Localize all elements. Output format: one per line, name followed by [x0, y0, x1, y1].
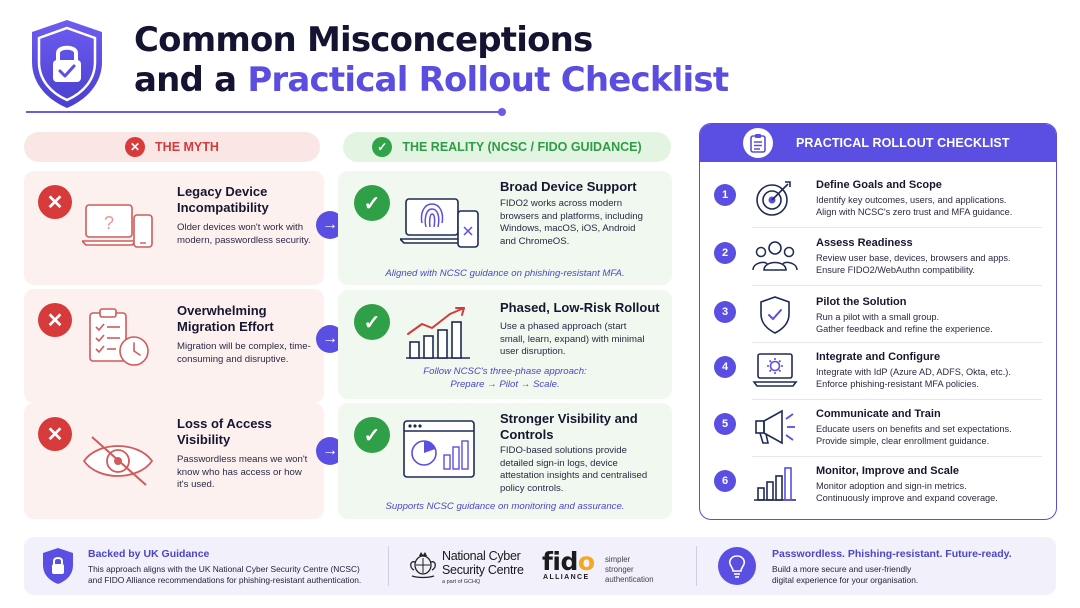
backed-text — [88, 564, 388, 586]
ncsc-crest-icon — [406, 548, 440, 580]
step-divider — [752, 342, 1042, 343]
reality-note-line-1: Follow NCSC's three-phase approach: — [423, 366, 587, 377]
tagline-line-1: Build a more secure and user-friendly — [772, 564, 912, 574]
checklist-header — [700, 124, 1056, 162]
laptop-gear-icon — [752, 350, 798, 390]
step-number: 3 — [714, 301, 736, 323]
shield-lock-logo-icon — [28, 18, 106, 110]
step-divider — [752, 285, 1042, 286]
fido-tagline-line-2: stronger — [605, 565, 634, 574]
fido-alliance-text: ALLIANCE — [543, 574, 590, 581]
x-icon: ✕ — [38, 417, 72, 451]
users-icon — [752, 236, 798, 276]
fido-logo-text: fid — [542, 547, 578, 576]
backed-line-2: and FIDO Alliance recommendations for phishing-resistant authentication. — [88, 575, 362, 585]
step-line-1: Identify key outcomes, users, and applications. — [816, 195, 1007, 205]
step-line-1: Integrate with IdP (Azure AD, ADFS, Okta, etc.). — [816, 367, 1011, 377]
step-text — [816, 311, 1048, 335]
title-line-2 — [134, 60, 728, 100]
myth-card-legacy-devices — [24, 171, 324, 285]
checklist-step — [700, 405, 1056, 461]
step-text — [816, 252, 1048, 276]
step-number: 5 — [714, 413, 736, 435]
megaphone-icon — [752, 407, 798, 447]
check-icon: ✓ — [354, 417, 390, 453]
shield-lock-icon — [42, 547, 74, 585]
step-divider — [752, 456, 1042, 457]
clipboard-icon — [743, 128, 773, 158]
step-line-2: Enforce phishing-resistant MFA policies. — [816, 379, 979, 389]
devices-question-icon — [82, 199, 156, 255]
checklist-clock-icon — [86, 307, 152, 369]
fido-tagline-line-1: simpler — [605, 555, 631, 564]
myth-title: Loss of Access Visibility — [177, 416, 272, 447]
reality-card-device-support — [338, 171, 672, 285]
footer-divider — [696, 546, 697, 586]
step-number: 1 — [714, 184, 736, 206]
step-title: Monitor, Improve and Scale — [816, 465, 960, 477]
check-icon: ✓ — [372, 137, 392, 157]
ncsc-gchq-note: a part of GCHQ — [442, 579, 481, 585]
title-underline-dot — [498, 108, 506, 116]
step-text — [816, 423, 1048, 447]
checklist-step — [700, 293, 1056, 349]
step-line-2: Continuously improve and expand coverage. — [816, 493, 998, 503]
step-line-2: Align with NCSC's zero trust and MFA guidance. — [816, 207, 1013, 217]
arrow-right-icon: → — [316, 437, 344, 465]
step-line-1: Run a pilot with a small group. — [816, 312, 940, 322]
myth-title: Legacy Device Incompatibility — [177, 184, 269, 215]
page-title — [134, 20, 728, 100]
step-text — [816, 366, 1048, 390]
step-text — [816, 194, 1048, 218]
title-accent: Practical Rollout Checklist — [247, 60, 729, 100]
myth-card-access-visibility — [24, 403, 324, 519]
reality-text: FIDO-based solutions provide detailed sign-in logs, device attestation insights and centralised policy controls. — [500, 445, 648, 494]
target-icon — [752, 178, 798, 218]
title-underline — [26, 111, 504, 113]
step-number: 6 — [714, 470, 736, 492]
reality-card-visibility-controls — [338, 403, 672, 519]
step-title: Define Goals and Scope — [816, 179, 942, 191]
title-line-1: Common Misconceptions — [134, 20, 593, 60]
reality-text: FIDO2 works across modern browsers and platforms, including Windows, macOS, iOS, Android and ChromeOS. — [500, 198, 643, 247]
footer-banner — [24, 537, 1056, 595]
myth-title: Overwhelming Migration Effort — [177, 303, 274, 334]
reality-title: Phased, Low-Risk Rollout — [500, 300, 660, 315]
step-line-1: Monitor adoption and sign-in metrics. — [816, 481, 967, 491]
reality-card-phased-rollout — [338, 290, 672, 399]
checklist-step — [700, 176, 1056, 232]
backed-line-1: This approach aligns with the UK National Cyber Security Centre (NCSC) — [88, 564, 360, 574]
step-number: 2 — [714, 242, 736, 264]
myth-text: Migration will be complex, time-consuming and disruptive. — [177, 341, 311, 365]
ncsc-line-1: National Cyber — [442, 549, 521, 563]
step-line-2: Ensure FIDO2/WebAuthn compatibility. — [816, 265, 975, 275]
x-icon: ✕ — [38, 303, 72, 337]
checklist-title: PRACTICAL ROLLOUT CHECKLIST — [796, 136, 1010, 150]
step-title: Pilot the Solution — [816, 296, 907, 308]
lightbulb-icon — [718, 547, 756, 585]
tagline-line-2: digital experience for your organisation. — [772, 575, 919, 585]
step-line-1: Educate users on benefits and set expectations. — [816, 424, 1012, 434]
check-icon: ✓ — [354, 185, 390, 221]
step-title: Communicate and Train — [816, 408, 941, 420]
fingerprint-devices-icon — [400, 193, 482, 255]
svg-text:?: ? — [103, 213, 115, 233]
rollout-checklist-panel — [699, 123, 1057, 520]
footer-divider — [388, 546, 389, 586]
step-line-1: Review user base, devices, browsers and apps. — [816, 253, 1011, 263]
myth-text: Older devices won't work with modern, passwordless security. — [177, 222, 311, 246]
fido-tagline-line-3: authentication — [605, 575, 654, 584]
myth-column-header — [24, 132, 320, 162]
step-line-2: Provide simple, clear enrollment guidance. — [816, 436, 990, 446]
checklist-step — [700, 462, 1056, 518]
backed-title: Backed by UK Guidance — [88, 548, 210, 560]
dashboard-icon — [400, 417, 480, 483]
reality-note: Aligned with NCSC guidance on phishing-resistant MFA. — [385, 268, 625, 279]
tagline-text — [772, 564, 1032, 586]
checklist-step — [700, 348, 1056, 404]
step-text — [816, 480, 1048, 504]
arrow-right-icon: → — [316, 211, 344, 239]
reality-note-line-2: Prepare → Pilot → Scale. — [450, 379, 560, 390]
reality-title: Stronger Visibility and Controls — [500, 411, 638, 442]
myth-card-migration-effort — [24, 289, 324, 403]
tagline-title: Passwordless. Phishing-resistant. Future-ready. — [772, 548, 1012, 560]
ncsc-logo-text — [442, 549, 524, 577]
fido-logo-o: o — [577, 547, 595, 576]
check-icon: ✓ — [354, 304, 390, 340]
bar-chart-icon — [752, 464, 798, 504]
arrow-right-icon: → — [316, 325, 344, 353]
x-icon: ✕ — [125, 137, 145, 157]
checklist-step — [700, 234, 1056, 290]
reality-title: Broad Device Support — [500, 179, 637, 194]
myth-column-label: THE MYTH — [155, 140, 219, 154]
reality-column-header — [343, 132, 671, 162]
growth-chart-icon — [404, 306, 478, 362]
ncsc-line-2: Security Centre — [442, 563, 524, 577]
step-divider — [752, 399, 1042, 400]
shield-check-icon — [752, 295, 798, 335]
step-title: Integrate and Configure — [816, 351, 941, 363]
fido-logo — [542, 549, 595, 575]
x-icon: ✕ — [38, 185, 72, 219]
step-line-2: Gather feedback and refine the experience. — [816, 324, 993, 334]
step-number: 4 — [714, 356, 736, 378]
reality-text: Use a phased approach (start small, learn, expand) with minimal user disruption. — [500, 321, 645, 357]
fido-tagline — [605, 555, 654, 585]
reality-column-label: THE REALITY (NCSC / FIDO GUIDANCE) — [402, 140, 642, 154]
step-title: Assess Readiness — [816, 237, 913, 249]
step-divider — [752, 227, 1042, 228]
myth-text: Passwordless means we won't know who has access or how it's used. — [177, 454, 308, 490]
title-prefix: and a — [134, 60, 248, 100]
reality-note: Supports NCSC guidance on monitoring and assurance. — [385, 501, 625, 512]
eye-slash-icon — [80, 433, 156, 487]
